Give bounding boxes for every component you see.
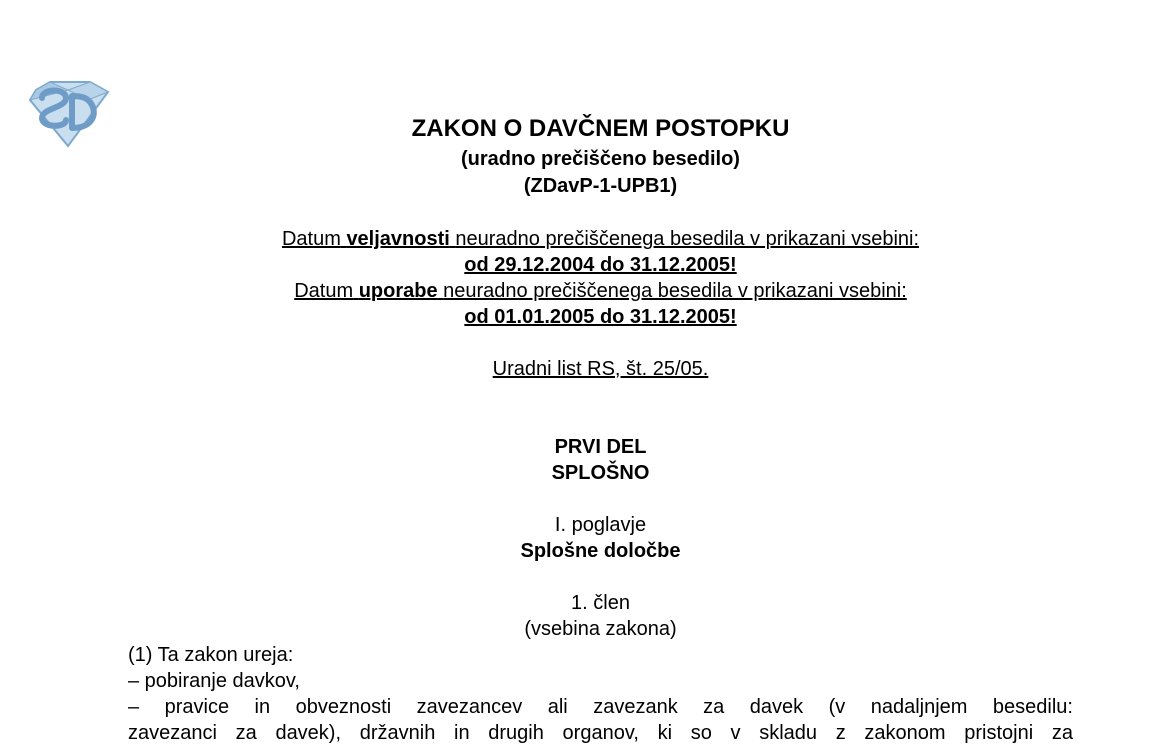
gazette-link[interactable]: Uradni list RS, št. 25/05. [492,358,709,380]
list-item-continuation: zavezanci za davek), državnih in drugih organov, ki so v skladu z zakonom pristojni za [128,722,1073,744]
application-period: od 01.01.2005 do 31.12.2005! [464,306,737,328]
article-caption: (vsebina zakona) [524,618,677,640]
application-keyword: uporabe [358,280,438,302]
spacer [128,382,1073,434]
chapter-label: I. poglavje [554,514,647,536]
logo [28,78,112,150]
validity-line [128,226,1073,252]
part-name: SPLOŠNO [551,462,650,484]
law-subtitle: (uradno prečiščeno besedilo) [461,148,740,170]
validity-rest: neuradno prečiščenega besedila v prikazani vsebini: [455,228,920,250]
part-label: PRVI DEL [554,436,647,458]
chapter-name: Splošne določbe [520,540,681,562]
gazette-reference [128,356,1073,382]
application-rest: neuradno prečiščenega besedila v prikazani vsebini: [443,280,907,302]
spacer [128,330,1073,356]
article-number: 1. člen [571,592,630,614]
law-abbreviation: (ZDavP-1-UPB1) [523,175,678,197]
validity-keyword: veljavnosti [346,228,450,250]
validity-period: od 29.12.2004 do 31.12.2005! [464,254,737,276]
paragraph-intro: (1) Ta zakon ureja: [128,644,294,666]
validity-prefix: Datum [281,228,341,250]
spacer [128,486,1073,512]
list-item: – pobiranje davkov, [128,670,300,692]
spacer [128,564,1073,590]
application-line [128,278,1073,304]
law-title: ZAKON O DAVČNEM POSTOPKU [411,115,790,142]
list-item: – pravice in obveznosti zavezancev ali zavezank za davek (v nadaljnjem besedilu: [128,696,1073,718]
document-page [128,112,1073,746]
diamond-logo-icon [28,78,112,150]
application-prefix: Datum [294,280,354,302]
spacer [128,200,1073,226]
